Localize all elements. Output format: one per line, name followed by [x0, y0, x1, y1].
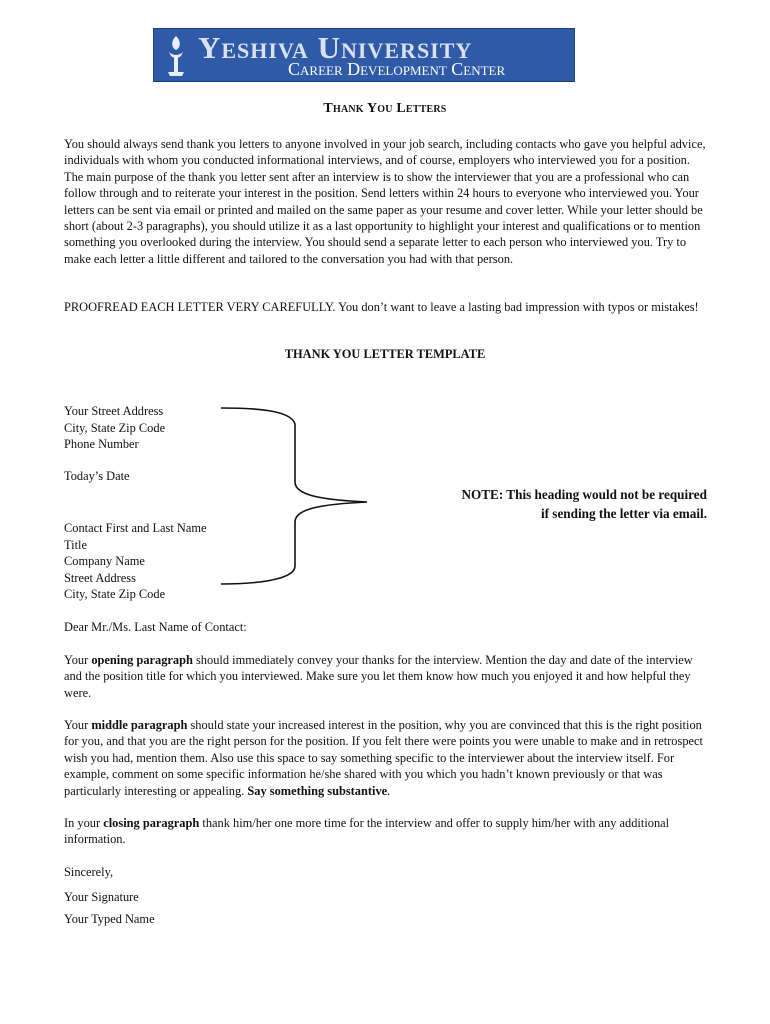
middle-paragraph — [64, 717, 706, 799]
salutation: Dear Mr./Ms. Last Name of Contact: — [64, 620, 247, 634]
opening-paragraph — [64, 652, 706, 701]
recipient-city: City, State Zip Code — [64, 587, 166, 601]
intro-paragraph: You should always send thank you letters to anyone involved in your job search, including contacts who gave you helpful advice, individuals with whom you conducted informational interviews, and of course, employers who interviewed you for a position. The main purpose of the thank you letter sent after an interview is to show the interviewer that you are a professional who can follow through and to reiterate your interest in the position. Send letters within 24 hours to everyone who interviewed you. Your letters can be sent via email or printed and mailed on the same paper as your resume and cover letter. While your letter should be short (about 2-3 paragraphs), you should utilize it as a last opportunity to highlight your interest and qualifications or to mention something you overlooked during the interview. You should send a separate letter to each person who interviewed you. Try to make each letter a little different and tailored to the conversation you had with that person. — [64, 137, 706, 266]
sender-phone: Phone Number — [64, 437, 139, 451]
recipient-name: Contact First and Last Name — [64, 521, 207, 535]
opening-rest: should immediately convey your thanks for the interview. Mention the day and date of the interview and the position title for which you interviewed. Make sure you let them know how much you enjoyed it and how helpful they were. — [64, 653, 693, 700]
note-line-1: NOTE: This heading would not be required — [461, 487, 707, 502]
heading-note — [390, 485, 707, 523]
closing-paragraph — [64, 815, 706, 848]
university-name: Yeshiva University — [198, 30, 473, 65]
sender-street: Your Street Address — [64, 404, 164, 418]
middle-pre: Your — [64, 718, 92, 732]
template-title: THANK YOU LETTER TEMPLATE — [284, 347, 486, 361]
letter-date: Today’s Date — [64, 469, 130, 483]
closing-pre: In your — [64, 816, 104, 830]
recipient-title: Title — [64, 538, 87, 552]
closing-bold: closing paragraph — [103, 816, 200, 830]
sender-city: City, State Zip Code — [64, 421, 166, 435]
page-title: Thank You Letters — [323, 101, 447, 116]
middle-bold: middle paragraph — [91, 718, 188, 732]
middle-bold-2: Say something substantive — [247, 783, 388, 798]
closing-rest: thank him/her one more time for the interview and offer to supply him/her with any additional information. — [64, 816, 670, 847]
signature: Your Signature — [64, 890, 139, 904]
recipient-street: Street Address — [64, 571, 136, 585]
header-banner — [153, 28, 575, 82]
opening-bold: opening paragraph — [91, 653, 193, 667]
middle-end: . — [387, 783, 391, 798]
note-line-2: if sending the letter via email. — [540, 506, 707, 521]
typed-name: Your Typed Name — [64, 912, 155, 926]
curly-brace-icon — [215, 402, 375, 592]
opening-pre: Your — [64, 653, 92, 667]
recipient-company: Company Name — [64, 554, 145, 568]
torch-logo-icon — [160, 32, 192, 78]
department-name: Career Development Center — [288, 59, 506, 79]
sincerely: Sincerely, — [64, 865, 114, 879]
middle-rest: should state your increased interest in the position, why you are convinced that this is the right position for you, and that you are the right person for the position. If you felt there were points you were unable to make and in retrospect wish you had, mention them. Also use this space to say something specific to the interviewer about the interview itself. For example, comment on some specific information he/she shared with you which you hadn’t known previously or that was particularly interesting or appealing. — [64, 718, 703, 798]
proofread-paragraph: PROOFREAD EACH LETTER VERY CAREFULLY. You don’t want to leave a lasting bad impression with typos or mistakes! — [64, 300, 699, 314]
